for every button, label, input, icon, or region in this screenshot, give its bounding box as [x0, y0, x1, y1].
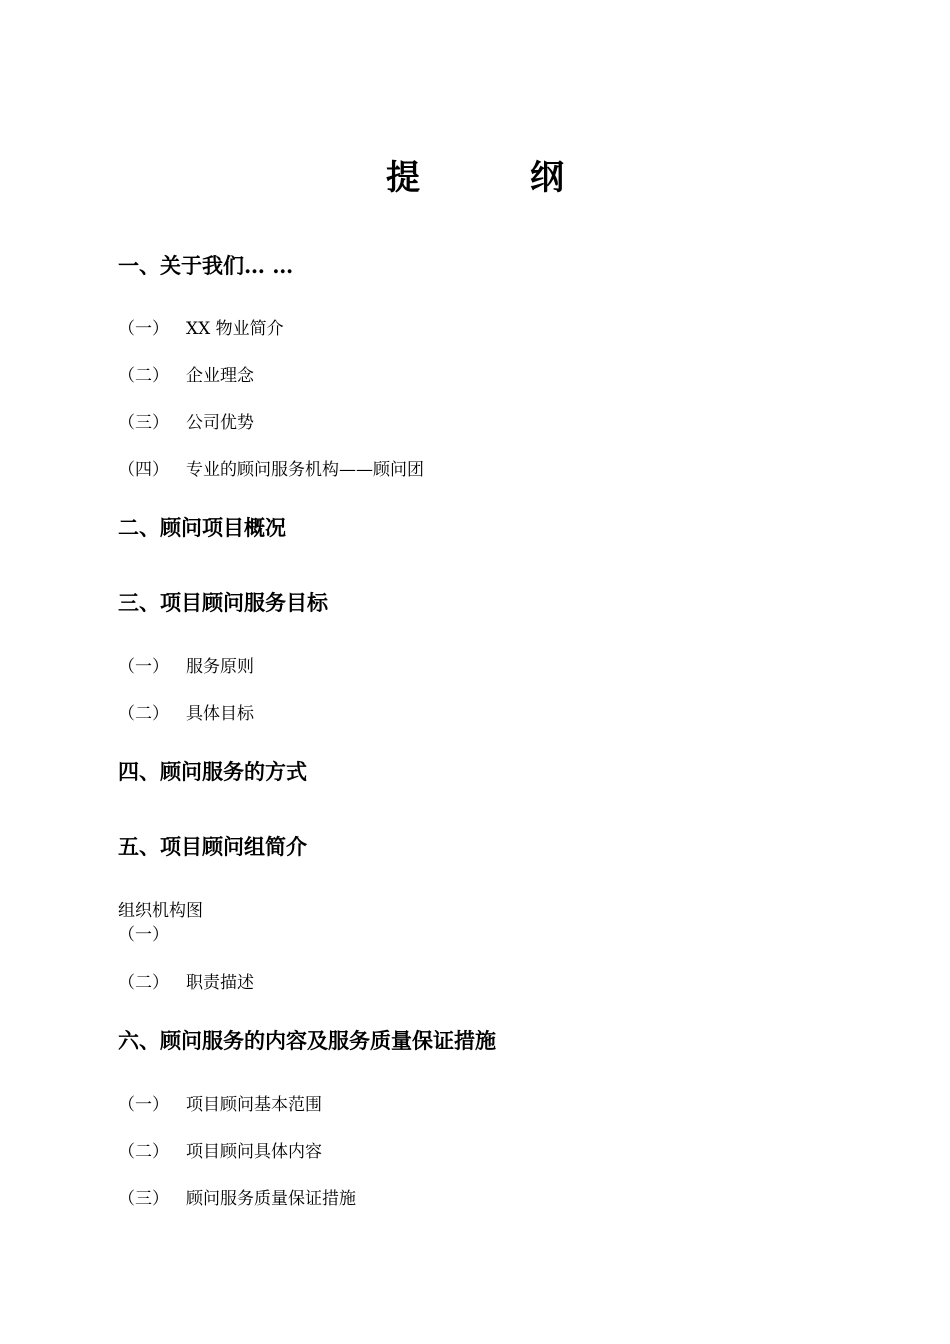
item-text: 顾问服务质量保证措施: [186, 1189, 356, 1209]
item-number: （三）: [118, 413, 169, 433]
outline-item: [118, 314, 284, 339]
item-text: 项目顾问基本范围: [186, 1095, 322, 1115]
org-chart-label: 组织机构图: [118, 901, 203, 921]
outline-item: [118, 699, 254, 724]
title-char-1: 提: [386, 158, 420, 198]
item-number: （二）: [118, 704, 169, 724]
outline-item: [118, 455, 424, 480]
section-heading-5: 五、项目顾问组简介: [118, 834, 307, 859]
item-number: （三）: [118, 1189, 169, 1209]
outline-item: [118, 920, 186, 945]
item-text: 专业的顾问服务机构——顾问团: [186, 460, 424, 480]
item-text: 项目顾问具体内容: [186, 1142, 322, 1162]
page-title: [0, 150, 950, 199]
item-number: （二）: [118, 1142, 169, 1162]
outline-item: [118, 1137, 322, 1162]
item-number: （二）: [118, 366, 169, 386]
item-text: 公司优势: [186, 413, 254, 433]
outline-item: [118, 408, 254, 433]
item-number: （一）: [118, 1095, 169, 1115]
section-heading-3: 三、项目顾问服务目标: [118, 590, 328, 615]
item-number: （一）: [118, 657, 169, 677]
item-text: 职责描述: [186, 973, 254, 993]
section-heading-2: 二、顾问项目概况: [118, 515, 286, 540]
item-text: 企业理念: [186, 366, 254, 386]
outline-item: [118, 1184, 356, 1209]
item-number: （四）: [118, 460, 169, 480]
outline-item: [118, 1090, 322, 1115]
item-number: （二）: [118, 973, 169, 993]
outline-item: [118, 968, 254, 993]
item-text: XX 物业简介: [186, 319, 284, 339]
section-heading-4: 四、顾问服务的方式: [118, 759, 307, 784]
item-text: 具体目标: [186, 704, 254, 724]
item-number: （一）: [118, 319, 169, 339]
title-char-2: 纲: [530, 158, 564, 198]
outline-item: [118, 652, 254, 677]
item-text: 服务原则: [186, 657, 254, 677]
item-number: （一）: [118, 925, 169, 945]
outline-item: [118, 361, 254, 386]
section-heading-1: 一、关于我们… …: [118, 253, 294, 278]
section-heading-6: 六、顾问服务的内容及服务质量保证措施: [118, 1028, 496, 1053]
